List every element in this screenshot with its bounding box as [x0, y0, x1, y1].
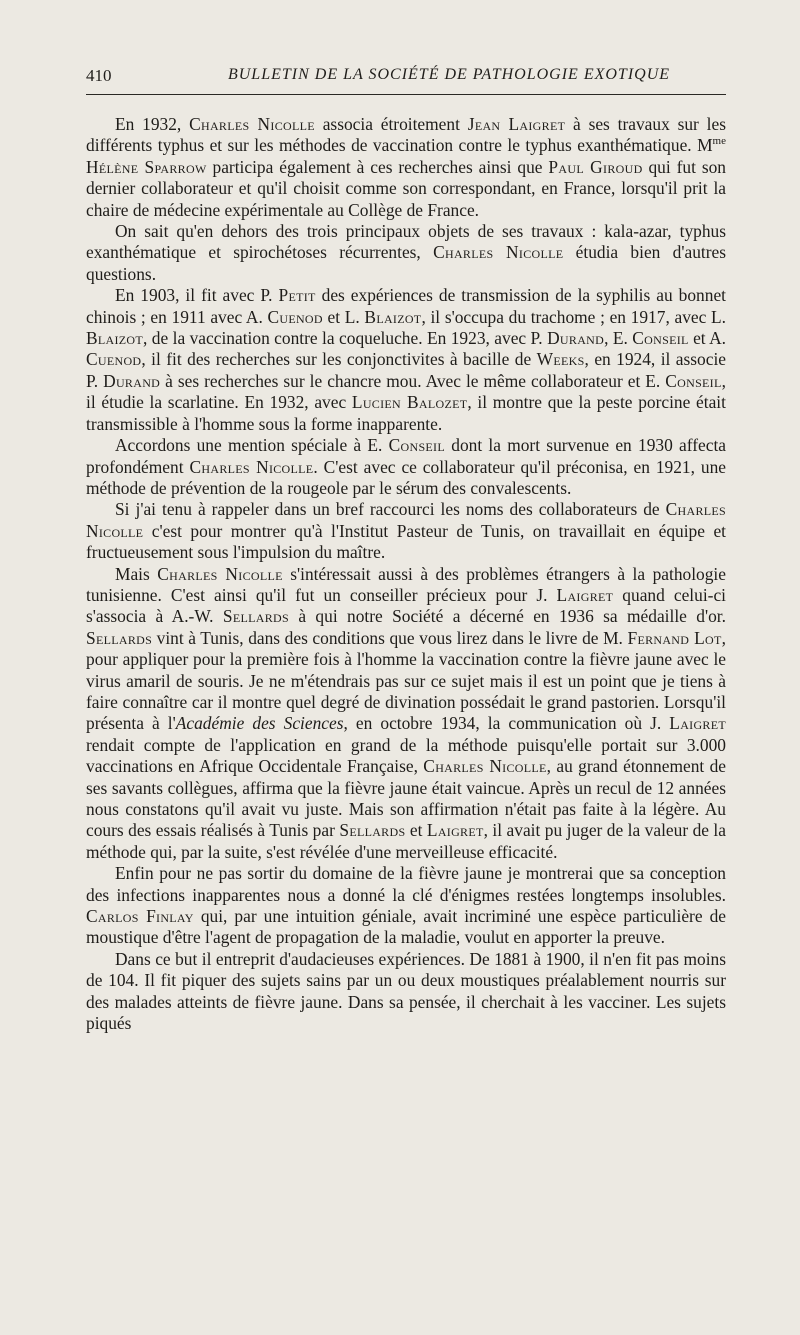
person-name: Laigret [669, 713, 726, 734]
person-name: Fernand Lot [627, 627, 722, 648]
text-run: Si j'ai tenu à rappeler dans un bref raccourci les noms des collaborateurs de [115, 499, 666, 520]
text-run: , il fit des recherches sur les conjonctivites à bacille de [141, 349, 537, 370]
paragraph [86, 114, 726, 221]
person-name: Weeks [536, 349, 585, 370]
text-run: c'est pour montrer qu'à l'Institut Pasteur de Tunis, on travaillait en équipe et fructueusement sous l'impulsion du maître. [86, 520, 726, 563]
page-number: 410 [86, 66, 112, 85]
text-run: On sait qu'en dehors des trois principaux objets de ses travaux : kala-azar, typhus exanthématique et spirochétoses récurrentes, [86, 221, 726, 263]
person-name: Cuenod [86, 349, 142, 370]
paragraph [86, 564, 726, 864]
text-run: rendait compte de l'application en grand de la méthode puisqu'elle portait sur 3.000 vaccinations en Afrique Occidentale Française, [86, 734, 726, 777]
person-name: Charles Nicolle [433, 242, 564, 263]
person-name: Sellards [86, 627, 153, 648]
text-run: à qui notre Société a décerné en 1936 sa médaille d'or. [288, 606, 726, 627]
text-run: En 1903, il fit avec P. [115, 285, 279, 306]
text-run: , il montre que la peste porcine était transmissible à l'homme sous la forme inapparente. [86, 392, 726, 434]
running-title: BULLETIN DE LA SOCIÉTÉ DE PATHOLOGIE EXOTIQUE [227, 66, 671, 83]
text-run: quand celui-ci s'associa à A.-W. [86, 584, 726, 627]
text-run: Accordons une mention spéciale à E. [115, 435, 389, 456]
person-name: Charles Nicolle [423, 756, 547, 777]
person-name: Charles Nicolle [86, 499, 726, 541]
person-name: Paul Giroud [548, 156, 643, 177]
person-name: Jean Laigret [467, 114, 566, 134]
text-run: , au grand étonnement de ses savants collègues, affirma que la fièvre jaune était vaincue. Après un recul de 12 années nous constatons qu'il avait vu juste. Mais son affirmation n'était pas faite à la légère. Au cours des essais réalisés à Tunis par [86, 756, 727, 841]
paragraph [86, 863, 726, 949]
italic-text: Académie des Sciences [175, 713, 344, 734]
text-run: Enfin pour ne pas sortir du domaine de la fièvre jaune je montrerai que sa conception des infections inapparentes nous a donné la clé d'énigmes restées longtemps insolubles. [86, 863, 726, 905]
person-name: Sellards [339, 820, 406, 841]
text-run: . C'est avec ce collaborateur qu'il préconisa, en 1921, une méthode de prévention de la rougeole par le sérum des convalescents. [86, 456, 726, 498]
person-name: Charles Nicolle [189, 456, 314, 477]
text-run: , en 1924, il associe P. [86, 349, 726, 391]
person-name: Conseil [632, 328, 689, 349]
person-name: Laigret [556, 584, 614, 605]
page-header [86, 66, 726, 95]
person-name: Durand [547, 328, 605, 349]
text-run: , il avait pu juger de la valeur de la méthode qui, par la suite, s'est révélée d'une merveilleuse efficacité. [86, 820, 726, 862]
text-run: Mais [115, 563, 158, 584]
person-name: Hélène Sparrow [86, 156, 207, 177]
text-run: , E. [604, 328, 633, 349]
paragraph [86, 499, 726, 563]
text-run: , de la vaccination contre la coqueluche. En 1923, avec P. [143, 328, 548, 349]
text-run: qui fut son dernier collaborateur et qu'il choisit comme son correspondant, en France, lorsqu'il prit la chaire de médecine expérimentale au Collège de France. [86, 156, 726, 220]
text-run: à ses travaux sur les différents typhus et sur les méthodes de vaccination contre le typhus exanthématique. M [86, 114, 726, 156]
person-name: Sellards [222, 606, 289, 627]
person-name: Charles Nicolle [157, 563, 283, 584]
person-name: Blaizot [86, 328, 144, 349]
paragraph [86, 285, 726, 435]
text-run: étudia bien d'autres questions. [86, 242, 726, 284]
text-run: et L. [322, 306, 365, 327]
paragraph [86, 949, 726, 1035]
body-text [86, 114, 726, 1034]
text-run: En 1932, [115, 114, 190, 134]
text-run: , il s'occupa du trachome ; en 1917, avec L. [421, 306, 726, 327]
text-run: s'intéressait aussi à des problèmes étrangers à la pathologie tunisienne. C'est ainsi qu'il fut un conseiller précieux pour J. [86, 563, 726, 605]
person-name: Carlos Finlay [86, 906, 194, 927]
paragraph [86, 435, 726, 499]
person-name: Blaizot [364, 306, 422, 327]
text-run: qui, par une intuition géniale, avait incriminé une espèce particulière de moustique d'être l'agent de propagation de la maladie, voulut en apporter la preuve. [86, 906, 726, 948]
person-name: Lucien Balozet [351, 392, 468, 413]
text-run: vint à Tunis, dans des conditions que vous lirez dans le livre de M. [152, 627, 628, 648]
text-run: et A. [688, 328, 726, 349]
person-name: Charles Nicolle [189, 114, 315, 134]
text-run: participa également à ces recherches ainsi que [206, 156, 549, 177]
person-name: Conseil [665, 370, 722, 391]
text-run: et [405, 820, 427, 841]
text-run: , il étudie la scarlatine. En 1932, avec [86, 370, 726, 413]
person-name: Petit [278, 285, 316, 306]
superscript: me [712, 135, 726, 148]
person-name: Durand [103, 370, 161, 391]
person-name: Cuenod [267, 306, 323, 327]
text-run: dont la mort survenue en 1930 affecta profondément [86, 435, 726, 477]
person-name: Laigret [426, 820, 484, 841]
text-run: des expériences de transmission de la syphilis au bonnet chinois ; en 1911 avec A. [86, 285, 726, 327]
paragraph [86, 221, 726, 285]
text-run: , en octobre 1934, la communication où J. [343, 713, 670, 734]
person-name: Conseil [388, 435, 445, 456]
text-run: à ses recherches sur le chancre mou. Avec le même collaborateur et E. [160, 370, 666, 391]
text-run: , pour appliquer pour la première fois à l'homme la vaccination contre la fièvre jaune avec le virus amaril de souris. Je ne m'étendrais pas sur ce sujet mais il est un point que je tiens à faire connaître car il montre quel degré de divination possédait le grand pastorien. Lorsqu'il présenta à l' [86, 627, 726, 734]
text-run: associa étroitement [314, 114, 468, 134]
text-run: Dans ce but il entreprit d'audacieuses expériences. De 1881 à 1900, il n'en fit pas moins de 104. Il fit piquer des sujets sains par un ou deux moustiques préalablement nourris sur des malades atteints de fièvre jaune. Dans sa pensée, il cherchait à les vacciner. Les sujets piqués [86, 948, 726, 1034]
